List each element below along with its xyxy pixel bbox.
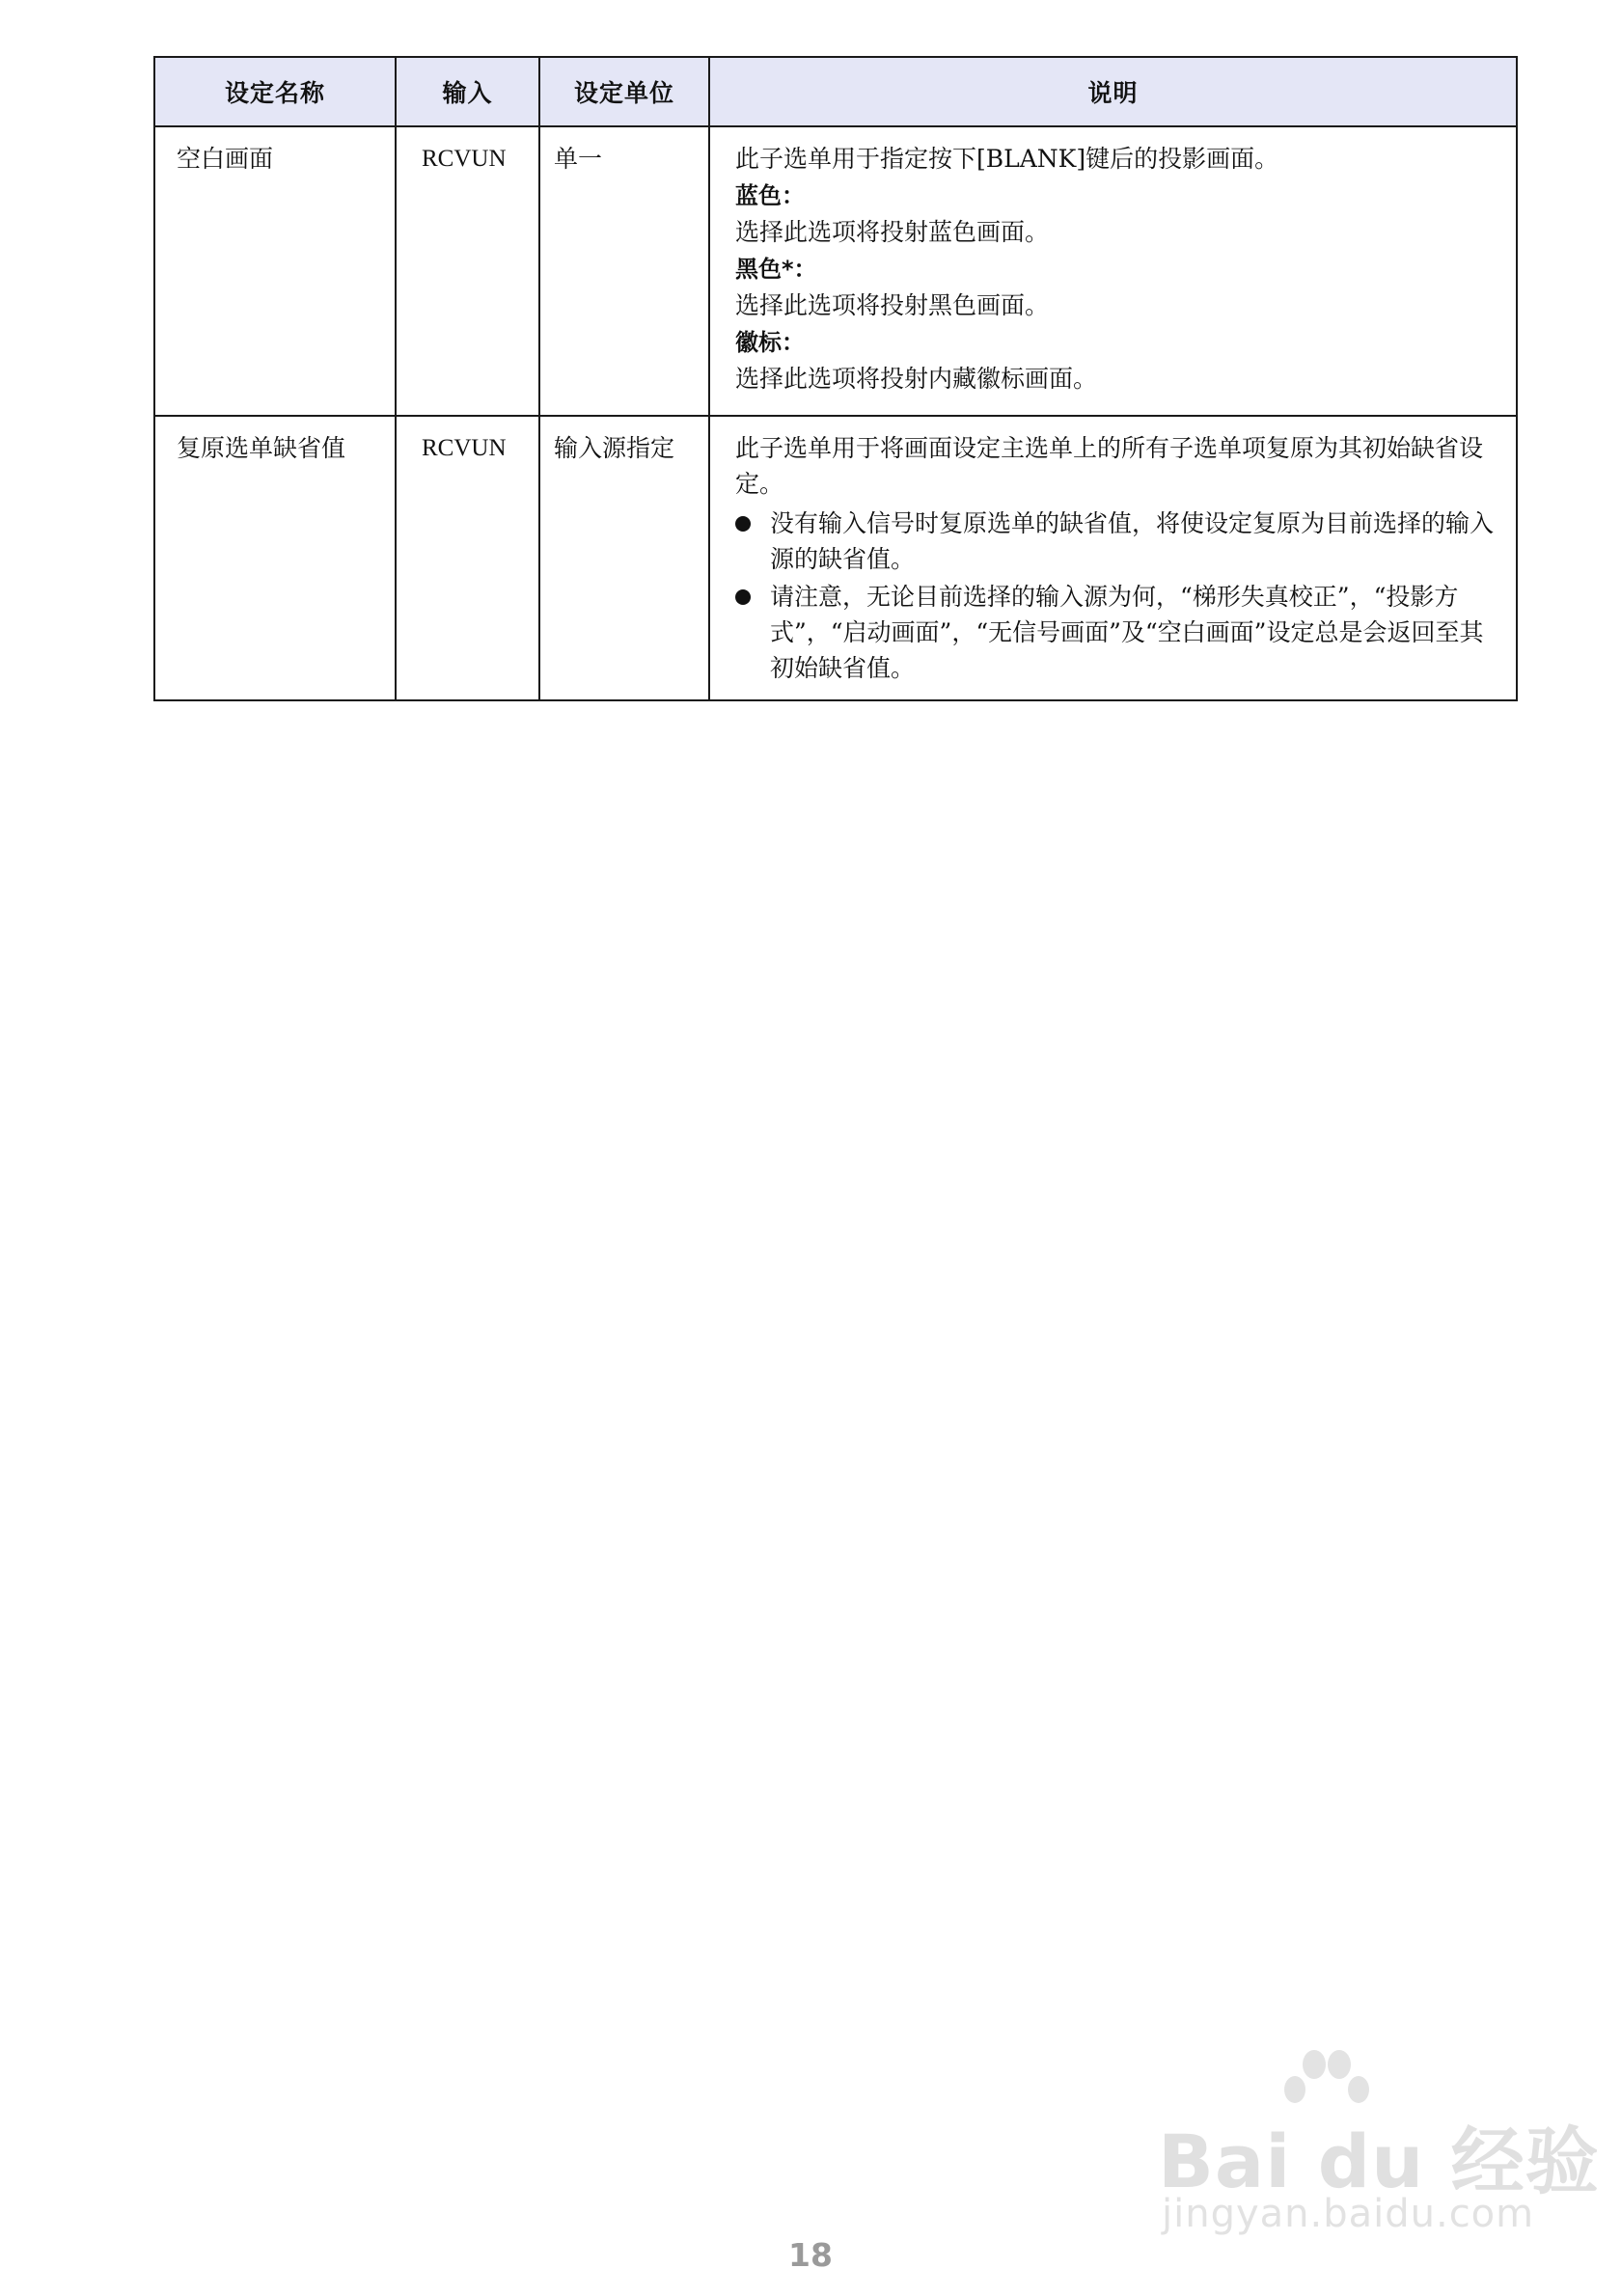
bullet-icon [735, 589, 751, 605]
list-item [735, 579, 1497, 686]
header-setting-unit: 设定单位 [539, 57, 709, 126]
table-header-row [154, 57, 1517, 126]
header-input: 输入 [396, 57, 539, 126]
option-title-blue: 蓝色： [735, 182, 805, 209]
setting-unit-cell: 单一 [539, 126, 709, 416]
description-intro: 此子选单用于指定按下[BLANK]键后的投影画面。 [735, 145, 1279, 173]
table-row [154, 416, 1517, 700]
option-text-blue: 选择此选项将投射蓝色画面。 [735, 218, 1050, 246]
header-setting-name: 设定名称 [154, 57, 396, 126]
watermark-url: jingyan.baidu.com [1162, 2192, 1535, 2236]
setting-unit-cell: 输入源指定 [539, 416, 709, 700]
watermark-brand: Bai du 经验 [1158, 2118, 1600, 2204]
baidu-watermark [1158, 2045, 1600, 2238]
option-text-black: 选择此选项将投射黑色画面。 [735, 291, 1050, 319]
list-item-text: 请注意，无论目前选择的输入源为何，“梯形失真校正”，“投影方式”，“启动画面”，“无信号画面”及“空白画面”设定总是会返回至其初始缺省值。 [770, 583, 1484, 682]
description-cell [709, 416, 1517, 700]
list-item [735, 506, 1497, 577]
settings-table [153, 56, 1518, 701]
bullet-icon [735, 516, 751, 532]
option-title-logo: 徽标： [735, 329, 805, 356]
list-item-text: 没有输入信号时复原选单的缺省值，将使设定复原为目前选择的输入源的缺省值。 [770, 509, 1495, 573]
note-list [735, 506, 1497, 686]
table-row [154, 126, 1517, 416]
setting-name-cell: 复原选单缺省值 [154, 416, 396, 700]
setting-name-cell: 空白画面 [154, 126, 396, 416]
option-text-logo: 选择此选项将投射内藏徽标画面。 [735, 365, 1098, 393]
header-description: 说明 [709, 57, 1517, 126]
page-number: 18 [788, 2236, 833, 2274]
description-cell [709, 126, 1517, 416]
option-title-black: 黑色*： [735, 256, 817, 283]
description-intro: 此子选单用于将画面设定主选单上的所有子选单项复原为其初始缺省设定。 [735, 434, 1484, 498]
input-cell: RCVUN [396, 416, 539, 700]
input-cell: RCVUN [396, 126, 539, 416]
